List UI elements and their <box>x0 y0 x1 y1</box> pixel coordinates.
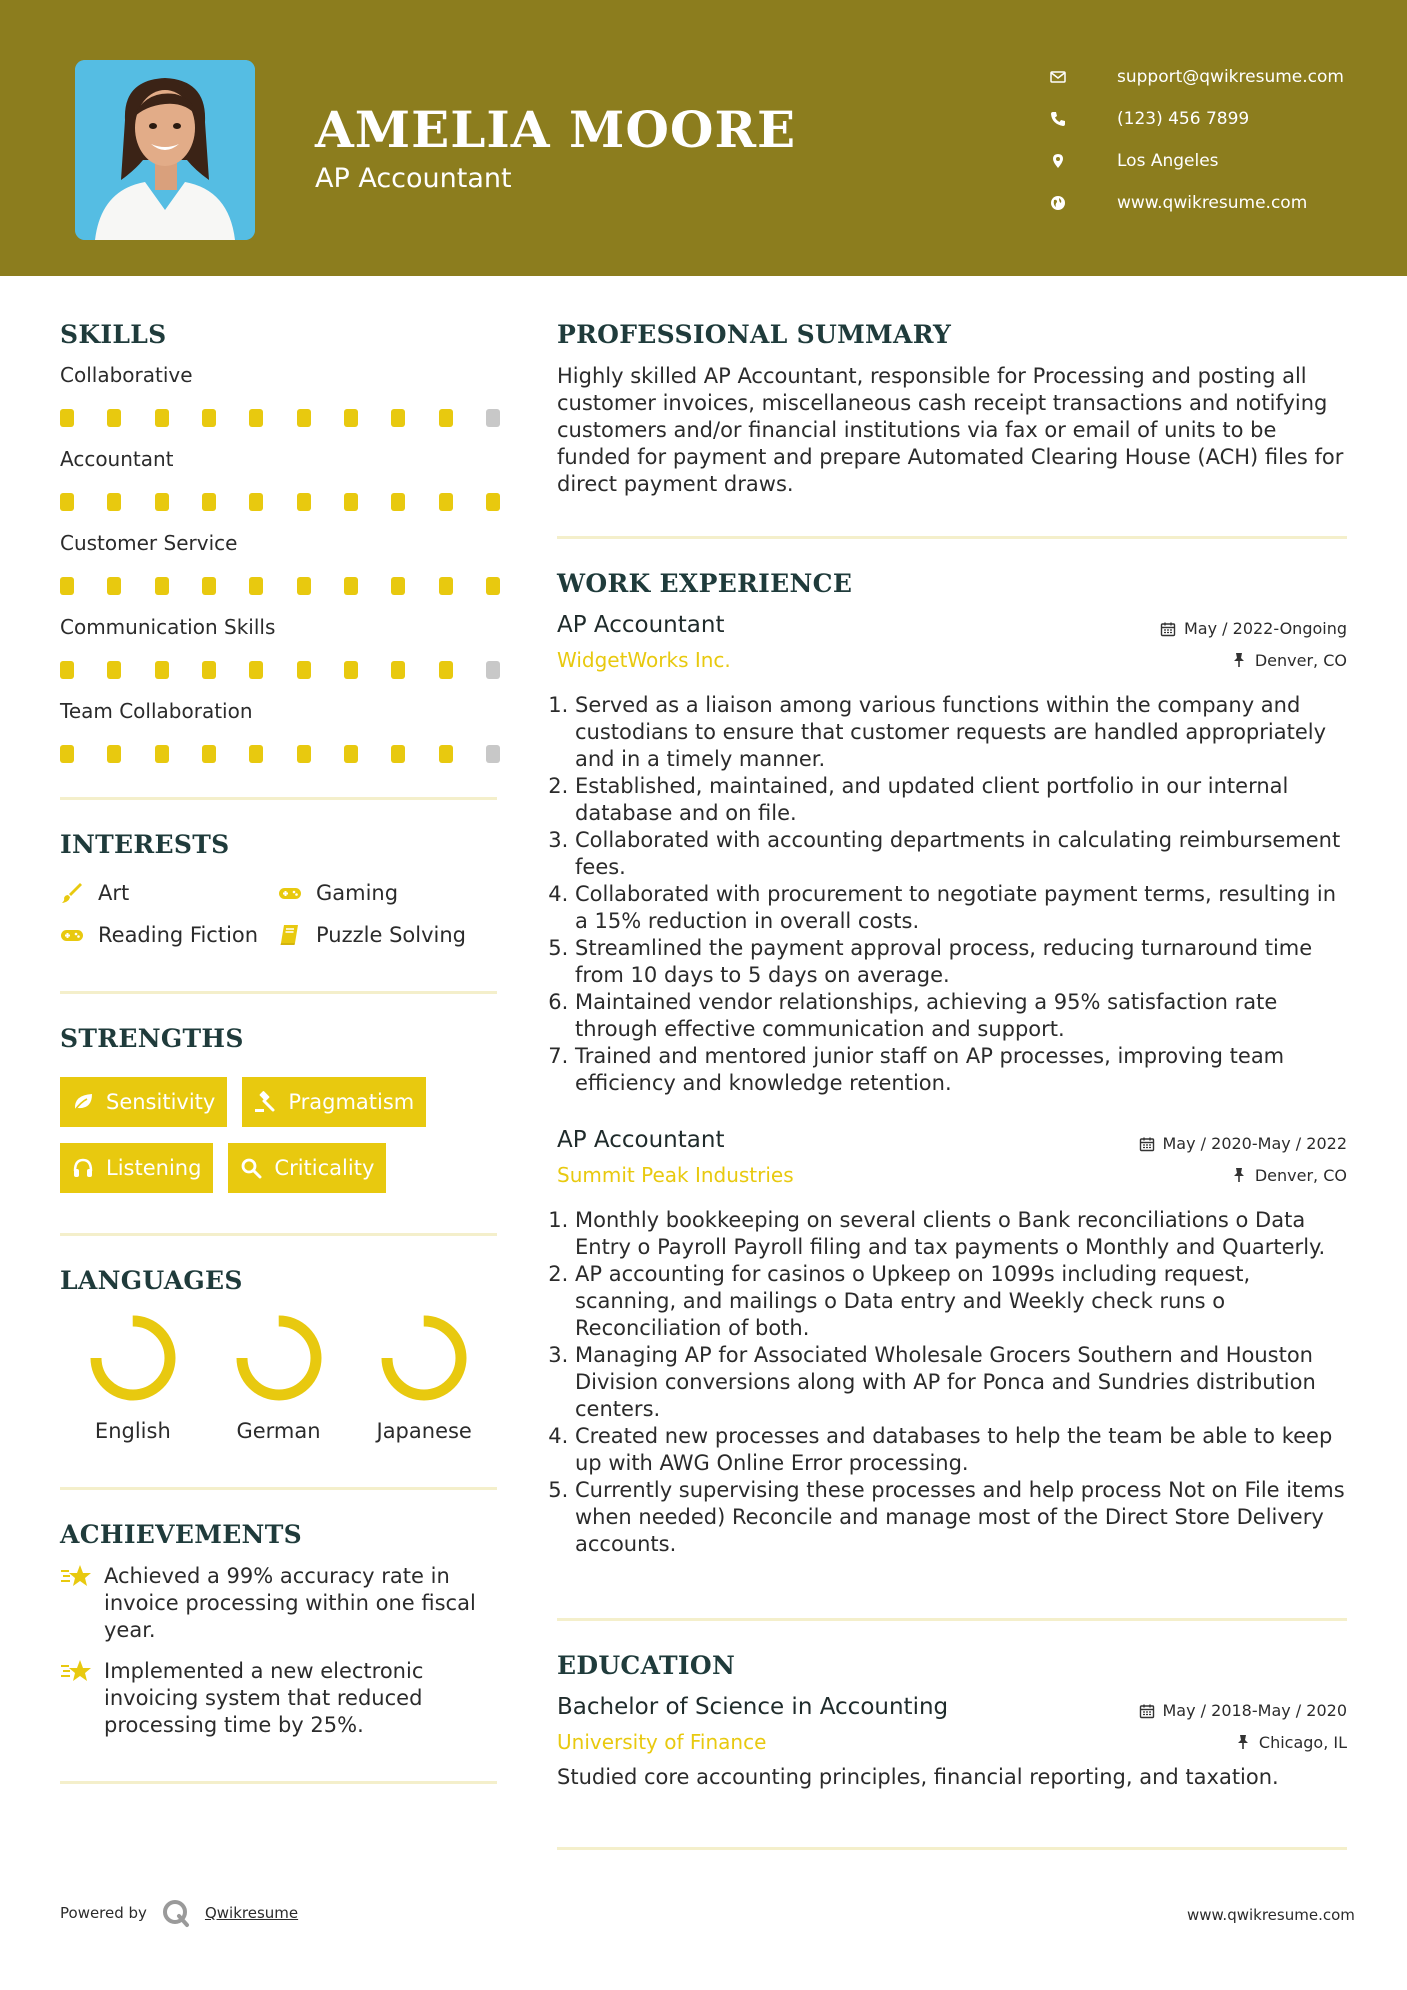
skill-dot-filled <box>60 409 74 427</box>
search-icon <box>240 1157 262 1179</box>
book-icon <box>278 923 302 947</box>
skill-dot-empty <box>486 409 500 427</box>
language-level-arc <box>242 1321 316 1395</box>
globe-icon <box>1050 193 1080 213</box>
skill-dot-filled <box>249 493 263 511</box>
strengths-list <box>60 1077 510 1209</box>
skill-dot-filled <box>155 409 169 427</box>
achievement-text: Achieved a 99% accuracy rate in invoice processing within one fiscal year. <box>104 1564 476 1642</box>
interests-section <box>60 830 497 947</box>
strengths-section <box>60 1024 497 1209</box>
resume-header <box>0 0 1407 276</box>
candidate-title: AP Accountant <box>315 163 512 194</box>
job-date <box>1139 1134 1348 1153</box>
contact-location-text: Los Angeles <box>1117 151 1219 171</box>
language-item <box>60 1313 206 1443</box>
skill-dot-filled <box>439 409 453 427</box>
skill-name: Customer Service <box>60 531 238 555</box>
list-item: 4. Collaborated with procurement to negotiate payment terms, resulting in a 15% reduction in overall costs. <box>575 881 1347 935</box>
languages-list <box>60 1313 497 1443</box>
summary-heading: PROFESSIONAL SUMMARY <box>557 320 952 349</box>
summary-section <box>557 320 1347 498</box>
list-item: 4. Created new processes and databases to help the team be able to keep up with AWG Online Error processing. <box>575 1423 1347 1477</box>
skill-dot-filled <box>297 745 311 763</box>
interest-label: Gaming <box>316 881 399 905</box>
list-item: 1. Served as a liaison among various functions within the company and custodians to ensure that customer requests are handled appropriately and in a timely manner. <box>575 692 1347 773</box>
contact-phone-text: (123) 456 7899 <box>1117 109 1250 129</box>
skill-dot-empty <box>486 661 500 679</box>
pushpin-icon <box>1231 1167 1247 1183</box>
strengths-heading: STRENGTHS <box>60 1024 244 1053</box>
language-name: Japanese <box>376 1419 472 1443</box>
skill-item <box>60 447 497 511</box>
skill-dot-filled <box>202 409 216 427</box>
job-header <box>557 612 1347 638</box>
profile-photo-illustration <box>75 60 255 240</box>
skill-dot-filled <box>297 493 311 511</box>
education-description: Studied core accounting principles, financial reporting, and taxation. <box>557 1765 1279 1789</box>
summary-text: Highly skilled AP Accountant, responsible for Processing and posting all customer invoices, miscellaneous cash receipt transactions and notifying customers and/or financial institutions via fax or email of units to be funded for payment and prepare Automated Clearing House (ACH) files for direct payment draws. <box>557 364 1344 496</box>
skill-name: Collaborative <box>60 363 193 387</box>
calendar-icon <box>1139 1136 1155 1152</box>
contact-website-text: www.qwikresume.com <box>1117 193 1308 213</box>
left-column <box>60 320 497 1784</box>
language-name: English <box>94 1419 171 1443</box>
skill-item <box>60 615 497 679</box>
contact-phone[interactable] <box>1050 98 1370 140</box>
language-level-arc <box>387 1321 461 1395</box>
skills-heading: SKILLS <box>60 320 167 349</box>
work-heading: WORK EXPERIENCE <box>557 569 853 598</box>
contact-location <box>1050 140 1370 182</box>
education-heading: EDUCATION <box>557 1651 736 1680</box>
gamepad-icon <box>60 923 84 947</box>
contact-email-text: support@qwikresume.com <box>1117 67 1344 87</box>
education-location-text: Chicago, IL <box>1258 1732 1347 1752</box>
skill-dot-filled <box>155 745 169 763</box>
headphones-icon <box>72 1157 94 1179</box>
skill-dot-filled <box>155 661 169 679</box>
strength-label: Criticality <box>274 1156 375 1180</box>
calendar-icon <box>1139 1703 1155 1719</box>
strength-badge <box>228 1143 386 1193</box>
skill-name: Accountant <box>60 447 174 471</box>
skill-dot-filled <box>344 577 358 595</box>
skill-dot-filled <box>344 745 358 763</box>
strength-label: Listening <box>106 1156 202 1180</box>
job-entry <box>557 612 1347 1097</box>
contact-list <box>1050 56 1370 224</box>
skill-dot-filled <box>249 577 263 595</box>
candidate-name: AMELIA MOORE <box>315 100 797 159</box>
interests-heading: INTERESTS <box>60 830 230 859</box>
language-level-ring <box>379 1313 469 1403</box>
education-header <box>557 1694 1347 1720</box>
skill-dot-filled <box>60 577 74 595</box>
language-level-ring <box>88 1313 178 1403</box>
company-name: Summit Peak Industries <box>557 1163 794 1187</box>
education-subheader <box>557 1730 1347 1754</box>
degree-title: Bachelor of Science in Accounting <box>557 1694 949 1720</box>
list-item: 5. Currently supervising these processes and help process Not on File items when needed) Reconcile and manage most of the Direct Store Delivery accounts. <box>575 1477 1347 1558</box>
footer-powered-by <box>60 1898 298 1928</box>
job-location <box>1231 1166 1347 1185</box>
section-divider <box>557 1847 1347 1850</box>
right-column <box>557 320 1347 1850</box>
profile-photo <box>75 60 255 240</box>
achievement-item <box>60 1658 497 1739</box>
skill-dot-filled <box>486 493 500 511</box>
job-location-text: Denver, CO <box>1254 650 1347 670</box>
skill-dot-filled <box>202 577 216 595</box>
achievement-text: Implemented a new electronic invoicing system that reduced processing time by 25%. <box>104 1659 424 1737</box>
work-section <box>557 569 1347 1558</box>
job-location <box>1231 651 1347 670</box>
education-date-text: May / 2018-May / 2020 <box>1162 1701 1347 1720</box>
calendar-icon <box>1160 621 1176 637</box>
skill-dot-filled <box>60 661 74 679</box>
skills-section <box>60 320 497 763</box>
language-name: German <box>236 1419 321 1443</box>
skill-rating <box>60 493 500 511</box>
section-divider <box>60 1233 497 1236</box>
job-entry <box>557 1127 1347 1558</box>
job-responsibilities <box>557 1207 1347 1558</box>
skill-dot-filled <box>60 493 74 511</box>
skill-dot-filled <box>202 745 216 763</box>
education-entry <box>557 1694 1347 1791</box>
skill-dot-filled <box>297 409 311 427</box>
skill-rating <box>60 661 500 679</box>
skill-dot-filled <box>249 661 263 679</box>
strength-label: Sensitivity <box>106 1090 216 1114</box>
skill-dot-filled <box>249 745 263 763</box>
skill-dot-filled <box>107 493 121 511</box>
skill-dot-filled <box>344 493 358 511</box>
leaf-icon <box>72 1091 94 1113</box>
skill-item <box>60 531 497 595</box>
gamepad-icon <box>278 881 302 905</box>
job-location-text: Denver, CO <box>1254 1165 1347 1185</box>
envelope-icon <box>1050 67 1080 87</box>
interest-item <box>278 923 497 947</box>
interests-list <box>60 881 497 947</box>
skill-dot-filled <box>391 661 405 679</box>
skill-dot-filled <box>391 577 405 595</box>
languages-heading: LANGUAGES <box>60 1266 243 1295</box>
section-divider <box>557 536 1347 539</box>
skill-dot-filled <box>297 577 311 595</box>
job-responsibilities <box>557 692 1347 1097</box>
skill-dot-filled <box>155 577 169 595</box>
skill-dot-filled <box>107 661 121 679</box>
gavel-icon <box>254 1091 276 1113</box>
skill-item <box>60 699 497 763</box>
skill-dot-filled <box>439 493 453 511</box>
interest-item <box>60 881 278 905</box>
list-item: 7. Trained and mentored junior staff on AP processes, improving team efficiency and knowledge retention. <box>575 1043 1347 1097</box>
skill-name: Communication Skills <box>60 615 276 639</box>
skill-dot-filled <box>107 577 121 595</box>
skills-list <box>60 363 497 763</box>
interest-label: Puzzle Solving <box>316 923 466 947</box>
list-item: 6. Maintained vendor relationships, achieving a 95% satisfaction rate through effective communication and support. <box>575 989 1347 1043</box>
list-item: 2. Established, maintained, and updated client portfolio in our internal database and on file. <box>575 773 1347 827</box>
job-subheader <box>557 648 1347 672</box>
skill-dot-filled <box>486 577 500 595</box>
contact-email[interactable] <box>1050 56 1370 98</box>
list-item: 1. Monthly bookkeeping on several clients o Bank reconciliations o Data Entry o Payroll Payroll filing and tax payments o Monthly and Quarterly. <box>575 1207 1347 1261</box>
skill-dot-filled <box>439 661 453 679</box>
skill-dot-filled <box>60 745 74 763</box>
job-title: AP Accountant <box>557 1127 725 1153</box>
achievements-heading: ACHIEVEMENTS <box>60 1520 302 1549</box>
pushpin-icon <box>1235 1734 1251 1750</box>
skill-item <box>60 363 497 427</box>
footer-url[interactable]: www.qwikresume.com <box>1187 1906 1355 1924</box>
qwikresume-logo-icon <box>161 1898 191 1928</box>
map-pin-icon <box>1050 151 1080 171</box>
skill-dot-filled <box>249 409 263 427</box>
interest-item <box>60 923 278 947</box>
pushpin-icon <box>1231 652 1247 668</box>
list-item: 5. Streamlined the payment approval process, reducing turnaround time from 10 days to 5 days on average. <box>575 935 1347 989</box>
skill-dot-filled <box>107 409 121 427</box>
skill-dot-filled <box>439 745 453 763</box>
list-item: 3. Collaborated with accounting departments in calculating reimbursement fees. <box>575 827 1347 881</box>
skill-name: Team Collaboration <box>60 699 253 723</box>
language-level-ring <box>234 1313 324 1403</box>
skill-dot-filled <box>155 493 169 511</box>
strength-label: Pragmatism <box>288 1090 415 1114</box>
section-divider <box>60 1781 497 1784</box>
interest-item <box>278 881 497 905</box>
skill-dot-filled <box>107 745 121 763</box>
language-item <box>206 1313 352 1443</box>
education-section <box>557 1651 1347 1791</box>
star-icon <box>60 1658 92 1686</box>
skill-dot-filled <box>297 661 311 679</box>
contact-website[interactable] <box>1050 182 1370 224</box>
education-location <box>1235 1733 1347 1752</box>
section-divider <box>557 1618 1347 1621</box>
section-divider <box>60 1487 497 1490</box>
job-date-text: May / 2020-May / 2022 <box>1162 1134 1347 1153</box>
skill-rating <box>60 409 500 427</box>
phone-icon <box>1050 109 1080 129</box>
skill-dot-filled <box>391 745 405 763</box>
language-level-arc <box>96 1321 170 1395</box>
strength-badge <box>60 1077 227 1127</box>
list-item: 2. AP accounting for casinos o Upkeep on 1099s including request, scanning, and mailings o Data entry and Weekly check runs o Reconciliation of both. <box>575 1261 1347 1342</box>
job-date-text: May / 2022-Ongoing <box>1184 619 1347 638</box>
qwikresume-link[interactable]: Qwikresume <box>204 1904 299 1922</box>
skill-rating <box>60 577 500 595</box>
job-subheader <box>557 1163 1347 1187</box>
skill-dot-filled <box>391 409 405 427</box>
languages-section <box>60 1266 497 1443</box>
achievements-section <box>60 1520 497 1739</box>
school-name: University of Finance <box>557 1730 767 1754</box>
skill-dot-filled <box>202 493 216 511</box>
job-date <box>1160 619 1347 638</box>
education-date <box>1139 1701 1348 1720</box>
skill-dot-filled <box>344 409 358 427</box>
strength-badge <box>60 1143 213 1193</box>
skill-dot-filled <box>202 661 216 679</box>
interest-label: Reading Fiction <box>98 923 259 947</box>
strength-badge <box>242 1077 426 1127</box>
paintbrush-icon <box>60 881 84 905</box>
job-title: AP Accountant <box>557 612 725 638</box>
section-divider <box>60 797 497 800</box>
language-item <box>351 1313 497 1443</box>
company-name: WidgetWorks Inc. <box>557 648 731 672</box>
skill-dot-filled <box>391 493 405 511</box>
achievement-item <box>60 1563 497 1644</box>
powered-by-text: Powered by <box>60 1904 147 1922</box>
section-divider <box>60 991 497 994</box>
skill-dot-filled <box>344 661 358 679</box>
skill-rating <box>60 745 500 763</box>
list-item: 3. Managing AP for Associated Wholesale Grocers Southern and Houston Division conversions along with AP for Ponca and Sundries distribution centers. <box>575 1342 1347 1423</box>
interest-label: Art <box>98 881 130 905</box>
skill-dot-empty <box>486 745 500 763</box>
star-icon <box>60 1563 92 1591</box>
skill-dot-filled <box>439 577 453 595</box>
job-header <box>557 1127 1347 1153</box>
